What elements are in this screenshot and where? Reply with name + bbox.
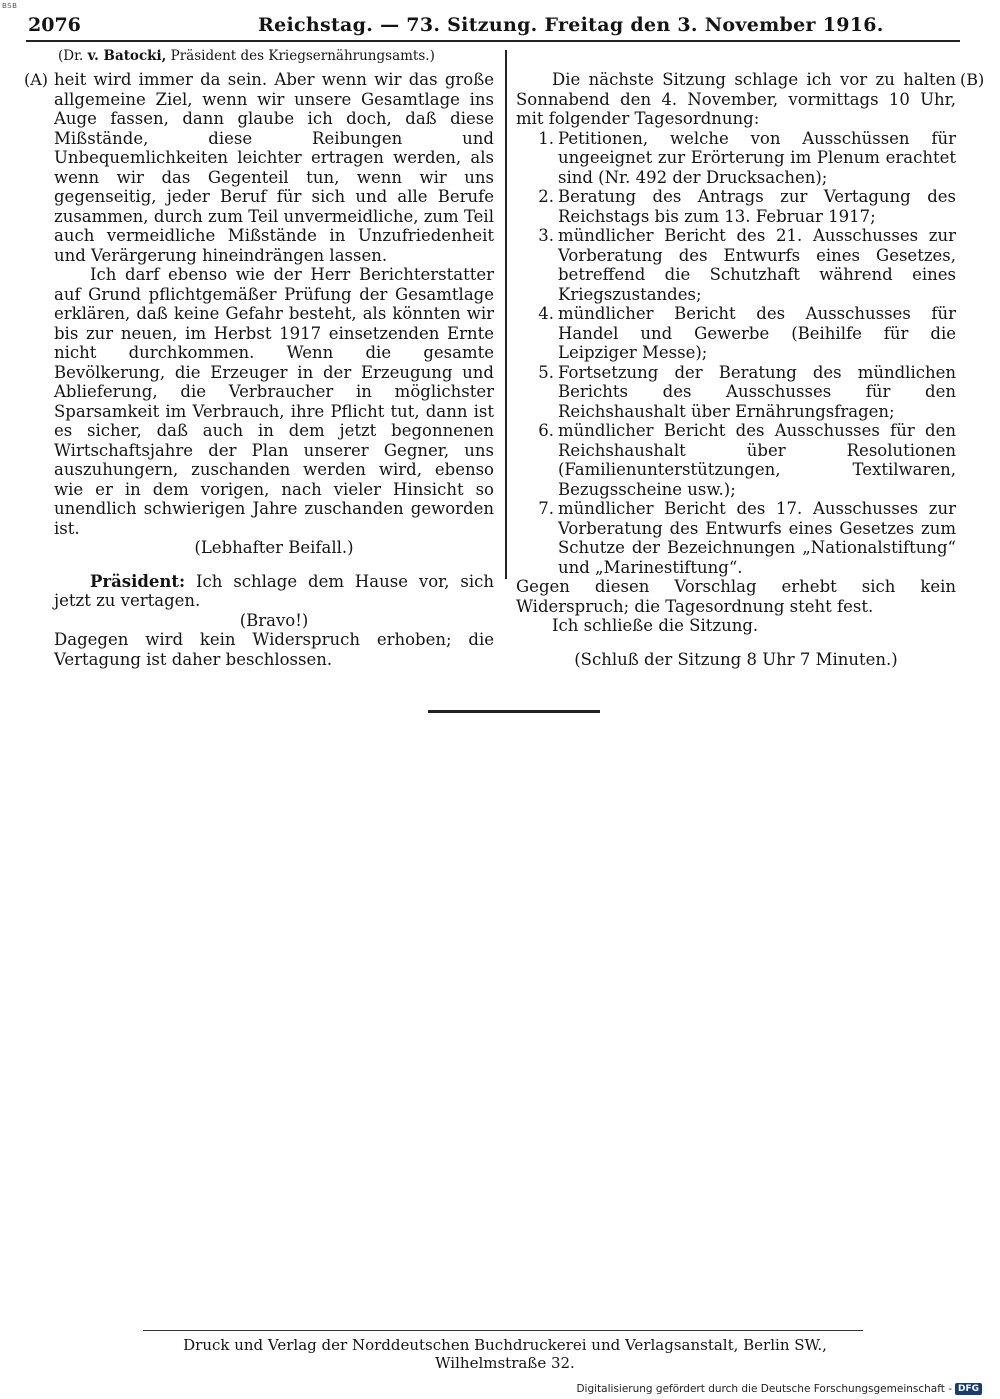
- agenda-list: [516, 129, 956, 578]
- list-item: [538, 226, 956, 304]
- president-label: Präsident:: [90, 571, 186, 591]
- item-text: Fortsetzung der Beratung des mündlichen Berichts des Ausschusses für den Reichshaushalt über Ernährungsfragen;: [558, 362, 956, 421]
- item-text: mündlicher Bericht des Ausschusses für Handel und Gewerbe (Beihilfe für die Leipziger Messe);: [558, 304, 956, 362]
- president-text: Ich schlage dem Hause vor, sich jetzt zu vertagen.: [54, 571, 494, 610]
- list-item: [538, 499, 956, 577]
- margin-marker-a: (A): [24, 70, 49, 89]
- library-stamp: BSB: [2, 2, 18, 10]
- item-number: 7.: [538, 499, 554, 518]
- list-item: [538, 362, 956, 422]
- item-text: Beratung des Antrags zur Vertagung des Reichstags bis zum 13. Februar 1917;: [558, 187, 956, 226]
- list-item: [538, 421, 956, 499]
- item-number: 1.: [538, 128, 554, 148]
- item-number: 6.: [538, 421, 554, 440]
- paragraph: Gegen diesen Vorschlag erhebt sich kein Widerspruch; die Tagesordnung steht fest.: [516, 577, 956, 616]
- column-divider: [505, 50, 507, 579]
- item-text: mündlicher Bericht des 21. Ausschusses zur Vorberatung des Entwurfs eines Gesetzes, betreffend die Schutzhaft während eines Kriegszustandes;: [558, 226, 956, 304]
- dfg-logo: DFG: [955, 1383, 982, 1395]
- item-text: Petitionen, welche von Ausschüssen für ungeeignet zur Erörterung im Plenum erachtet sind (Nr. 492 der Drucksachen);: [558, 128, 956, 187]
- header-rule: [26, 40, 960, 42]
- speaker-name: v. Batocki,: [87, 48, 167, 64]
- paragraph: heit wird immer da sein. Aber wenn wir das große allgemeine Ziel, wenn wir unsere Gesamtlage ins Auge fassen, dann glaube ich doch, daß diese Mißstände, diese Reibungen und Unbequemlichkeiten leichter ertragen werden, als wenn wir das Gegenteil tun, wenn wir uns gegenseitig, jeder Beruf für sich und alle Berufe zusammen, durch zum Teil unvermeidliche, zum Teil auch vermeidliche Mißstände in Unzufriedenheit und Verärgerung hineindrängen lassen.: [54, 70, 494, 265]
- running-title: Reichstag. — 73. Sitzung. Freitag den 3. November 1916.: [258, 14, 884, 36]
- applause-note: (Lebhafter Beifall.): [194, 538, 354, 557]
- item-number: 3.: [538, 226, 554, 245]
- page-number: 2076: [28, 14, 81, 36]
- list-item: [538, 304, 956, 363]
- left-column: [54, 70, 494, 669]
- funding-text: Digitalisierung gefördert durch die Deutsche Forschungsgemeinschaft -: [576, 1383, 952, 1395]
- funding-note: [576, 1383, 982, 1395]
- speaker-line: [58, 48, 435, 64]
- list-item: [538, 187, 956, 226]
- item-text: mündlicher Bericht des Ausschusses für den Reichshaushalt über Resolutionen (Familienunterstützungen, Textilwaren, Bezugsscheine usw.);: [558, 421, 956, 499]
- item-number: 5.: [538, 362, 554, 382]
- list-item: [538, 128, 956, 188]
- paragraph: Ich darf ebenso wie der Herr Berichterstatter auf Grund pflichtgemäßer Prüfung der Gesamtlage erklären, daß keine Gefahr besteht, als könnten wir bis zur neuen, im Herbst 1917 einsetzenden Ernte nicht durchkommen. Wenn die gesamte Bevölkerung, die Erzeuger in der Erzeugung und Ablieferung, die Verbraucher in möglichster Sparsamkeit im Verbrauch, ihre Pflicht tut, dann ist es sicher, daß auch in dem jetzt begonnenen Wirtschaftsjahre der Plan unserer Gegner, uns auszuhungern, zuschanden werden wird, ebenso wie er in dem vorigen, nach vieler Hinsicht so unendlich schwierigen Jahre zuschanden geworden ist.: [54, 265, 494, 538]
- paragraph: Dagegen wird kein Widerspruch erhoben; die Vertagung ist daher beschlossen.: [54, 630, 494, 669]
- end-note: (Schluß der Sitzung 8 Uhr 7 Minuten.): [574, 649, 898, 669]
- printer-imprint: Druck und Verlag der Norddeutschen Buchdruckerei und Verlagsanstalt, Berlin SW., Wilhelmstraße 32.: [183, 1336, 827, 1372]
- footer-rule: [143, 1330, 863, 1331]
- item-number: 4.: [538, 304, 554, 323]
- bravo-note: (Bravo!): [239, 610, 309, 630]
- section-separator: [428, 710, 600, 713]
- right-column: [516, 70, 956, 669]
- item-text: mündlicher Bericht des 17. Ausschusses zur Vorberatung des Entwurfs eines Gesetzes zum Schutze der Bezeichnungen „Nationalstiftung“ und „Marinestiftung“.: [558, 499, 956, 577]
- speaker-role: Präsident des Kriegsernährungsamts.): [170, 48, 435, 64]
- president-statement: [54, 572, 494, 611]
- closing-statement: Ich schließe die Sitzung.: [552, 616, 759, 635]
- speaker-prefix: (Dr.: [58, 48, 84, 64]
- page-header: [28, 14, 963, 42]
- agenda-intro: Die nächste Sitzung schlage ich vor zu halten Sonnabend den 4. November, vormittags 10 Uhr, mit folgender Tagesordnung:: [516, 70, 956, 128]
- margin-marker-b: (B): [960, 70, 985, 89]
- item-number: 2.: [538, 187, 554, 206]
